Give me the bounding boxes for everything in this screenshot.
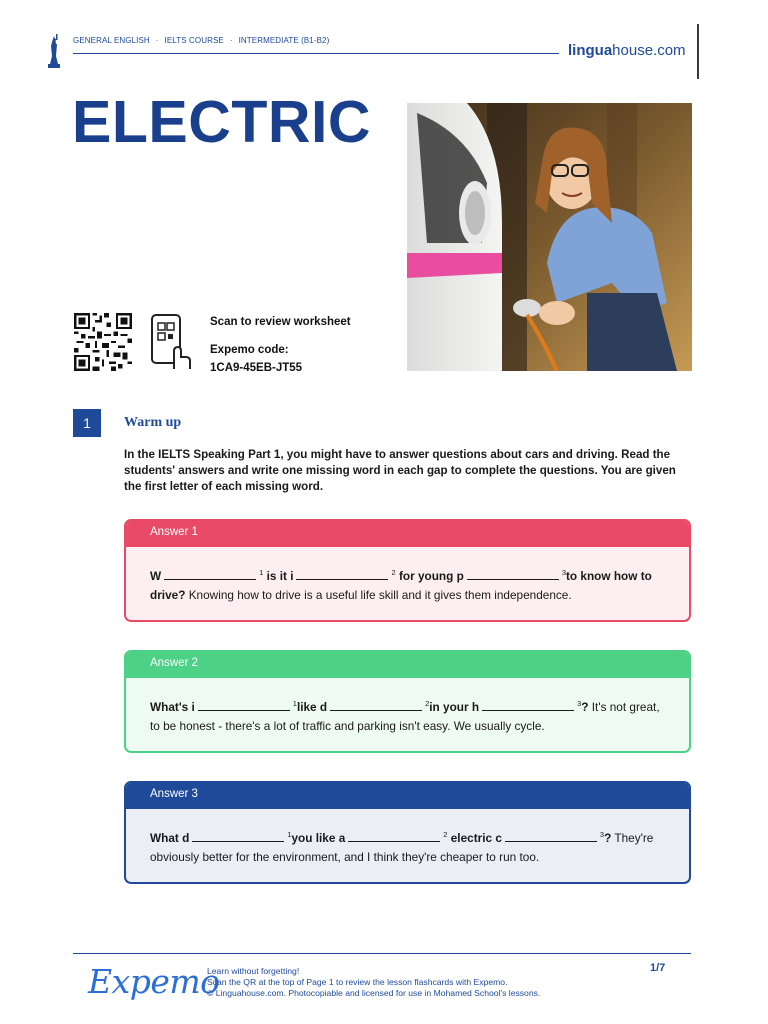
brand-logo[interactable]: linguahouse.com bbox=[568, 42, 686, 59]
header-divider bbox=[73, 53, 559, 54]
gap-input[interactable] bbox=[192, 831, 284, 842]
answer-card-3 bbox=[124, 781, 691, 884]
answer-card-2 bbox=[124, 650, 691, 753]
phone-scan-icon bbox=[150, 313, 192, 371]
gap-input[interactable] bbox=[330, 700, 422, 711]
scan-info bbox=[210, 313, 351, 387]
gap-input[interactable] bbox=[296, 569, 388, 580]
gap-input[interactable] bbox=[198, 700, 290, 711]
scan-label: Scan to review worksheet bbox=[210, 316, 351, 328]
breadcrumb-item[interactable]: IELTS COURSE bbox=[164, 36, 224, 45]
answer-card-1 bbox=[124, 519, 691, 622]
section-number: 1 bbox=[73, 409, 101, 437]
code-label: Expemo code: bbox=[210, 344, 289, 356]
answer-label: Answer 3 bbox=[126, 783, 689, 809]
statue-of-liberty-icon bbox=[46, 34, 62, 68]
answer-label: Answer 1 bbox=[126, 521, 689, 547]
gap-input[interactable] bbox=[482, 700, 574, 711]
expemo-logo[interactable]: Expemo bbox=[88, 962, 220, 1001]
section-instructions: In the IELTS Speaking Part 1, you might have to answer questions about cars and driving. Read the students' answers and write one missing word in each gap to complete the questions. You are given the first letter of each missing word. bbox=[124, 448, 676, 493]
page-number: 1/7 bbox=[650, 962, 666, 974]
expemo-code: 1CA9-45EB-JT55 bbox=[210, 362, 303, 374]
answer-text: What's i $^1$like d $^2$in your h $^3$? It's not great, to be honest - there's a lot of traffic and parking isn't easy. We usually cycle. bbox=[150, 699, 660, 733]
page-header bbox=[46, 34, 700, 64]
electric-car-charging-photo bbox=[407, 103, 692, 371]
vertical-divider bbox=[697, 24, 699, 79]
answer-text: What d $^1$you like a $^2$ electric c $^3$? They're obviously better for the environment, and I think they're cheaper to run too. bbox=[150, 830, 654, 864]
breadcrumb-item[interactable]: GENERAL ENGLISH bbox=[73, 36, 150, 45]
section-title: Warm up bbox=[124, 415, 182, 430]
qr-code[interactable] bbox=[73, 313, 133, 371]
gap-input[interactable] bbox=[348, 831, 440, 842]
breadcrumb-item[interactable]: INTERMEDIATE (B1-B2) bbox=[238, 36, 330, 45]
gap-input[interactable] bbox=[467, 569, 559, 580]
footer-text: Learn without forgetting! Scan the QR at the top of Page 1 to review the lesson flashcards with Expemo. © Linguahouse.com. Photocopiable and licensed for use in Mohamed School's lessons. bbox=[207, 966, 541, 998]
answer-text: W $^1$ is it i $^2$ for young p $^3$to know how to drive? Knowing how to drive is a useful life skill and it gives them independence. bbox=[150, 568, 652, 602]
breadcrumb: GENERAL ENGLISH · IELTS COURSE · INTERMEDIATE (B1-B2) bbox=[73, 36, 330, 45]
answer-label: Answer 2 bbox=[126, 652, 689, 678]
gap-input[interactable] bbox=[505, 831, 597, 842]
gap-input[interactable] bbox=[164, 569, 256, 580]
footer-divider bbox=[73, 953, 691, 954]
page-title: ELECTRIC bbox=[72, 89, 371, 155]
